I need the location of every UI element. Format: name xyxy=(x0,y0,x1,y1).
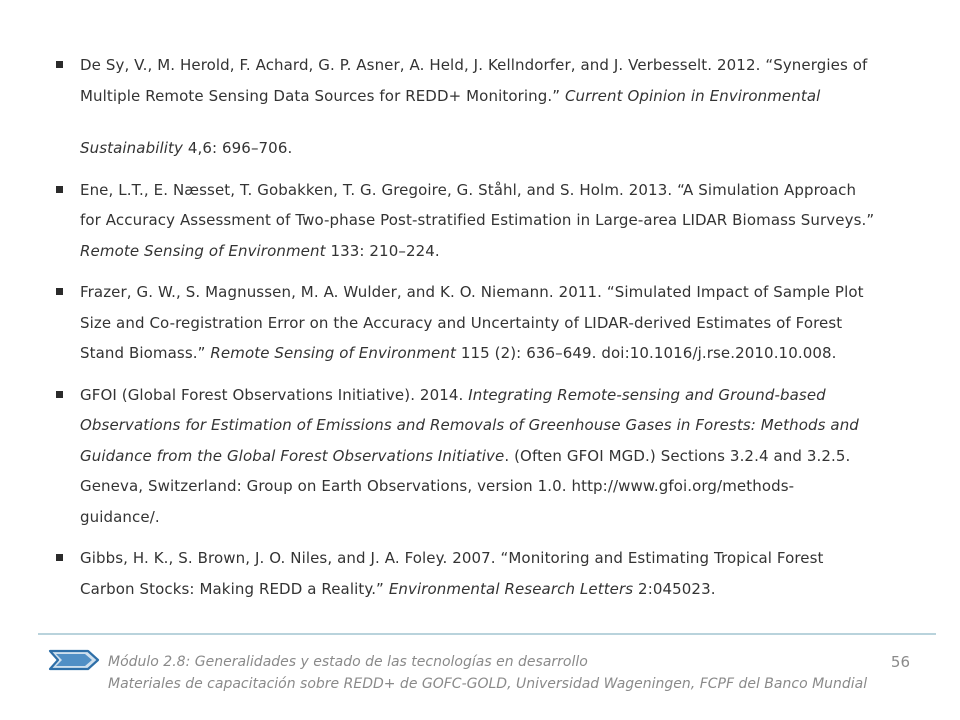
footer-divider xyxy=(38,633,936,635)
book-title: Integrating Remote-sensing and Ground-based xyxy=(468,385,826,404)
text-run: Stand Biomass.” xyxy=(80,344,211,362)
reference-line xyxy=(80,133,936,164)
text-run: Frazer, G. W., S. Magnussen, M. A. Wulder, and K. O. Niemann. 2011. “Simulated Impact of Sample Plot xyxy=(80,283,864,301)
reference-line xyxy=(80,441,936,472)
square-bullet-icon xyxy=(56,391,63,398)
text-run: . (Often GFOI MGD.) Sections 3.2.4 and 3.2.5. xyxy=(504,446,851,465)
footer xyxy=(108,651,920,695)
text-run: Ene, L.T., E. Næsset, T. Gobakken, T. G. Gregoire, G. Ståhl, and S. Holm. 2013. “A Simulation Approach xyxy=(80,180,857,199)
square-bullet-icon xyxy=(56,554,63,561)
reference-item xyxy=(56,175,936,267)
reference-text xyxy=(80,50,936,164)
reference-line xyxy=(80,277,936,308)
reference-line xyxy=(80,471,936,502)
reference-text xyxy=(80,380,936,533)
text-run: 115 (2): 636–649. doi:10.1016/j.rse.2010.10.008. xyxy=(455,344,837,362)
page-number: 56 xyxy=(890,653,910,671)
reference-line xyxy=(80,502,936,533)
text-run: 4,6: 696–706. xyxy=(182,139,293,157)
journal-title: Remote Sensing of Environment xyxy=(210,344,456,362)
reference-line xyxy=(80,543,936,574)
text-run: 2:045023. xyxy=(633,579,716,598)
text-run: GFOI (Global Forest Observations Initiative). 2014. xyxy=(80,385,469,404)
text-run: Carbon Stocks: Making REDD a Reality.” xyxy=(80,579,389,598)
text-run: 133: 210–224. xyxy=(325,241,440,260)
reference-text xyxy=(80,175,936,267)
book-title: Guidance from the Global Forest Observations Initiative xyxy=(80,446,505,465)
reference-item xyxy=(56,277,936,369)
reference-item xyxy=(56,543,936,604)
reference-line xyxy=(80,81,936,112)
reference-text xyxy=(80,543,936,604)
text-run: guidance/. xyxy=(80,507,160,526)
text-run: Multiple Remote Sensing Data Sources for REDD+ Monitoring.” xyxy=(80,86,565,105)
square-bullet-icon xyxy=(56,288,63,295)
chevron-arrow-icon xyxy=(48,649,100,671)
footer-credits: Materiales de capacitación sobre REDD+ de GOFC-GOLD, Universidad Wageningen, FCPF del Banco Mundial xyxy=(108,676,868,692)
reference-line xyxy=(80,410,936,441)
reference-line xyxy=(80,50,936,81)
reference-line xyxy=(80,175,936,206)
journal-title: Sustainability xyxy=(80,139,183,157)
text-run: for Accuracy Assessment of Two-phase Post-stratified Estimation in Large-area LIDAR Biomass Surveys.” xyxy=(80,211,875,229)
text-run: Geneva, Switzerland: Group on Earth Observations, version 1.0. http://www.gfoi.org/methods- xyxy=(80,477,795,495)
square-bullet-icon xyxy=(56,186,63,193)
module-title: Módulo 2.8: Generalidades y estado de las tecnologías en desarrollo xyxy=(108,654,588,670)
square-bullet-icon xyxy=(56,61,63,68)
reference-line xyxy=(80,205,936,236)
text-run: Gibbs, H. K., S. Brown, J. O. Niles, and J. A. Foley. 2007. “Monitoring and Estimating Tropical Forest xyxy=(80,549,824,567)
footer-row xyxy=(108,651,920,673)
reference-text xyxy=(80,277,936,369)
reference-item xyxy=(56,50,936,164)
journal-title: Current Opinion in Environmental xyxy=(564,86,821,105)
book-title: Observations for Estimation of Emissions and Removals of Greenhouse Gases in Forests: Methods and xyxy=(80,416,859,434)
reference-line xyxy=(80,308,936,339)
reference-line xyxy=(80,338,936,369)
text-run: De Sy, V., M. Herold, F. Achard, G. P. Asner, A. Held, J. Kellndorfer, and J. Verbesselt. 2012. “Synergies of xyxy=(80,56,868,74)
reference-item xyxy=(56,380,936,533)
reference-line xyxy=(80,236,936,267)
text-run: Size and Co-registration Error on the Accuracy and Uncertainty of LIDAR-derived Estimates of Forest xyxy=(80,313,843,332)
reference-list xyxy=(56,50,936,604)
journal-title: Environmental Research Letters xyxy=(388,579,634,598)
journal-title: Remote Sensing of Environment xyxy=(80,241,326,260)
reference-line xyxy=(80,380,936,411)
reference-line xyxy=(80,574,936,605)
